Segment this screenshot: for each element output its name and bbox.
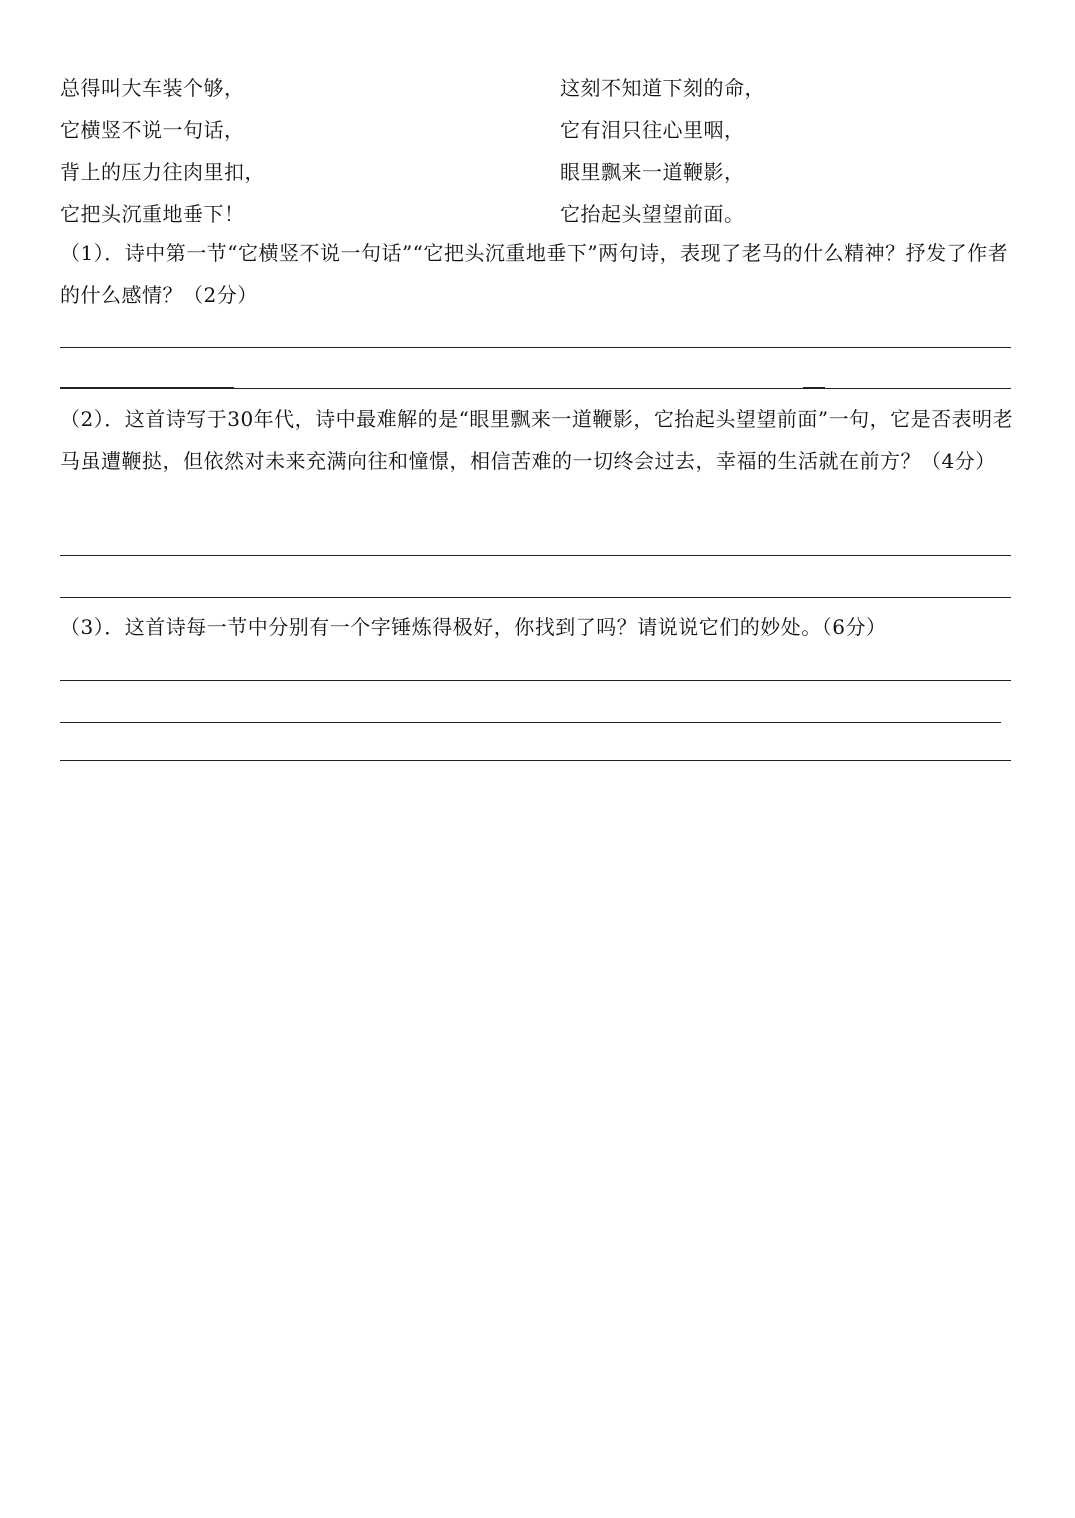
- answer-line[interactable]: [60, 680, 1011, 681]
- question-3: （3）．这首诗每一节中分别有一个字锤炼得极好，你找到了吗？请说说它们的妙处。（6分）: [60, 615, 887, 639]
- answer-line[interactable]: [60, 347, 1011, 348]
- question-2: （2）．这首诗写于30年代，诗中最难解的是“眼里飘来一道鞭影，它抬起头望望前面”一句，它是否表明老马虽遭鞭挞，但依然对未来充满向往和憧憬，相信苦难的一切终会过去，幸福的生活就在前方？（4分）: [60, 407, 1014, 473]
- poem-excerpt: [60, 70, 1020, 238]
- poem-line: 这刻不知道下刻的命，: [560, 76, 765, 100]
- poem-line: 它有泪只往心里咽，: [560, 118, 745, 142]
- question-1: （1）．诗中第一节“它横竖不说一句话”“它把头沉重地垂下”两句诗，表现了老马的什么精神？抒发了作者的什么感情？（2分）: [60, 241, 1009, 307]
- poem-stanza-right: [560, 70, 980, 238]
- poem-stanza-left: [60, 70, 480, 238]
- poem-line: 它抬起头望望前面。: [560, 202, 745, 226]
- poem-line: 它横竖不说一句话，: [60, 118, 245, 142]
- answer-line[interactable]: [60, 722, 1001, 723]
- poem-line: 它把头沉重地垂下！: [60, 202, 245, 226]
- poem-line: 总得叫大车装个够，: [60, 76, 245, 100]
- poem-line: 背上的压力往肉里扣，: [60, 160, 265, 184]
- answer-line[interactable]: [60, 555, 1011, 556]
- answer-line[interactable]: [60, 597, 1011, 598]
- answer-line[interactable]: [60, 760, 1011, 761]
- poem-line: 眼里飘来一道鞭影，: [560, 160, 745, 184]
- answer-line-segment: [803, 387, 825, 389]
- answer-line-segment: [60, 387, 234, 389]
